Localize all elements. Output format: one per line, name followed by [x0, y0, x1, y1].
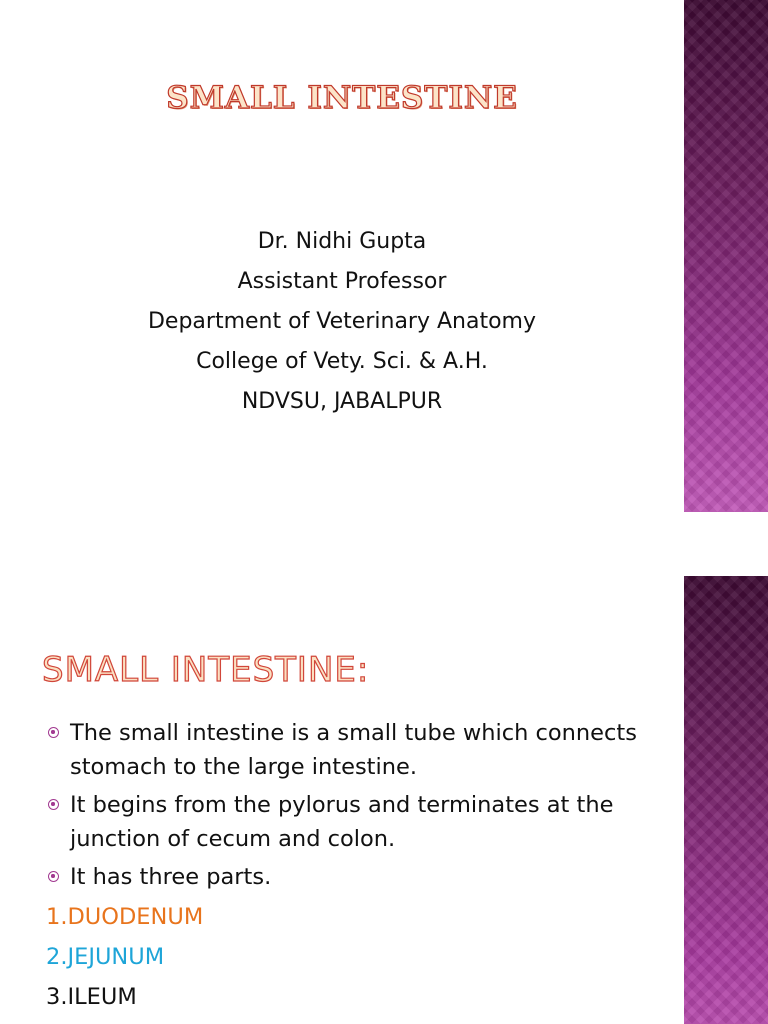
bullet-text: It has three parts. [70, 864, 272, 890]
bullet-item [46, 788, 646, 856]
bullet-list [46, 716, 646, 1014]
bullet-text: The small intestine is a small tube which connects stomach to the large intestine. [70, 720, 637, 780]
decorative-sidebar [684, 0, 768, 512]
slide-2 [0, 576, 768, 1024]
circle-bullet-icon [48, 727, 59, 738]
slide-gap [0, 512, 768, 576]
author-department: Department of Veterinary Anatomy [147, 309, 536, 334]
author-block [0, 222, 684, 422]
slide-1-title: SMALL INTESTINE [166, 80, 518, 116]
circle-bullet-icon [48, 871, 59, 882]
circle-bullet-icon [48, 799, 59, 810]
bullet-item [46, 716, 646, 784]
slide-2-title: SMALL INTESTINE: [42, 650, 370, 690]
author-name: Dr. Nidhi Gupta [257, 229, 427, 254]
part-jejunum: 2.JEJUNUM [46, 944, 165, 970]
author-university: NDVSU, JABALPUR [241, 389, 443, 414]
author-college: College of Vety. Sci. & A.H. [196, 349, 488, 374]
part-ileum: 3.ILEUM [46, 984, 137, 1010]
part-duodenum: 1.DUODENUM [46, 904, 204, 930]
decorative-sidebar [684, 576, 768, 1024]
bullet-text: It begins from the pylorus and terminates at the junction of cecum and colon. [70, 792, 614, 852]
author-position: Assistant Professor [237, 269, 447, 294]
bullet-item [46, 860, 646, 894]
